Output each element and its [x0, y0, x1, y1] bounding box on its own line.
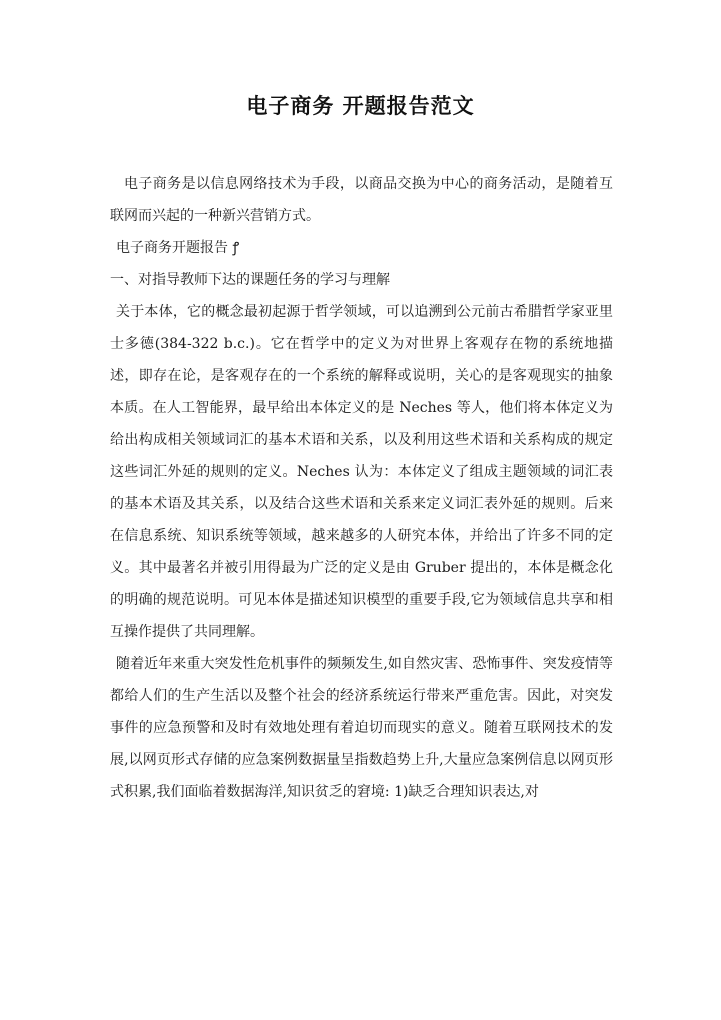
section-heading: 一、对指导教师下达的课题任务的学习与理解	[110, 272, 390, 288]
intro-paragraph: 电子商务是以信息网络技术为手段，以商品交换为中心的商务活动，是随着互联网而兴起的一种新兴营销方式。	[110, 176, 613, 224]
report-label-line: 电子商务开题报告 ꝭ	[116, 240, 240, 256]
ontology-paragraph: 关于本体，它的概念最初起源于哲学领域，可以追溯到公元前古希腊哲学家亚里士多德(384-322 b.c.)。它在哲学中的定义为对世界上客观存在物的系统地描述，即存在论，是客观存在的一个系统的解释或说明，关心的是客观现实的抽象本质。在人工智能界，最早给出本体定义的是 Neches 等人，他们将本体定义为给出构成相关领域词汇的基本术语和关系，以及利用这些术语和关系构成的规定这些词汇外延的规则的定义。Neches 认为：本体定义了组成主题领域的词汇表的基本术语及其关系，以及结合这些术语和关系来定义词汇表外延的规则。后来在信息系统、知识系统等领域，越来越多的人研究本体，并给出了许多不同的定义。其中最著名并被引用得最为广泛的定义是由 Gruber 提出的，本体是概念化的明确的规范说明。可见本体是描述知识模型的重要手段,它为领域信息共享和相互操作提供了共同理解。	[110, 304, 613, 640]
document-body	[110, 168, 613, 808]
emergency-paragraph: 随着近年来重大突发性危机事件的频频发生,如自然灾害、恐怖事件、突发疫情等都给人们的生产生活以及整个社会的经济系统运行带来严重危害。因此，对突发事件的应急预警和及时有效地处理有着迫切而现实的意义。随着互联网技术的发展,以网页形式存储的应急案例数据量呈指数趋势上升,大量应急案例信息以网页形式积累,我们面临着数据海洋,知识贫乏的窘境: 1)缺乏合理知识表达,对	[110, 656, 613, 800]
page-title: 电子商务 开题报告范文	[246, 93, 475, 118]
